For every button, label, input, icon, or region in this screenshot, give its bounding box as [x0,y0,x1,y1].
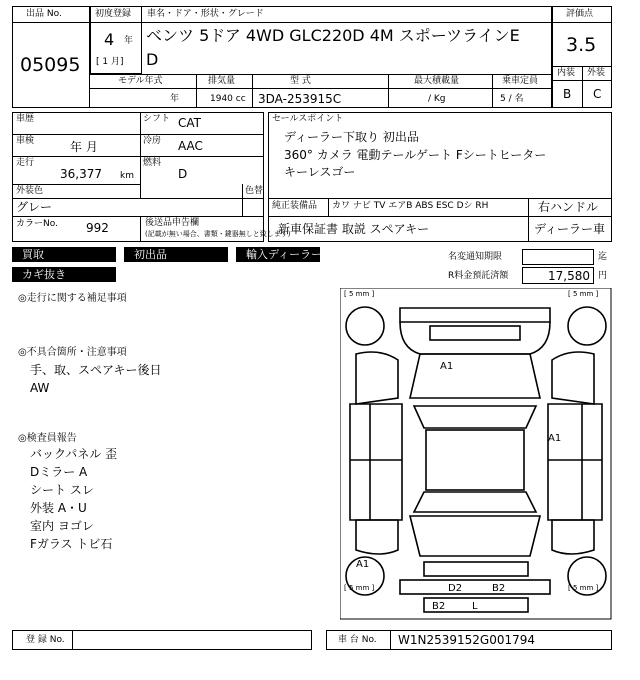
interior-grade: B [563,87,572,101]
capacity-label: 乗車定員 [502,76,539,86]
post-items-note: (記載が無い場合、書類・鍵器無しと致します) [145,230,291,238]
corner-br: [ 5 mm ] [568,584,599,592]
displacement-label: 排気量 [208,76,236,86]
ext-color-value: グレー [16,200,53,214]
tire-front-right-icon [568,307,606,345]
sales-point-label: セールスポイント [272,114,344,124]
exterior-label: 外装 [587,68,606,78]
front-bumper-icon [400,308,550,322]
dealer-value: ディーラー車 [534,222,606,236]
mileage-value: 36,377 [60,167,102,181]
ac-value: AAC [178,139,203,153]
mark-right-side: A1 [548,433,562,444]
sales-line-1: ディーラー下取り 初出品 [284,130,419,144]
hood-icon [410,354,540,398]
sales-line-3: キーレスゴー [284,165,356,179]
defect-notes-title: ◎不具合箇所・注意事項 [18,347,127,358]
interior-label: 内装 [557,68,576,78]
ac-label: 冷房 [143,136,162,146]
warranty-value: 新車保証書 取説 スペアキー [278,222,430,236]
rear-window-icon [414,492,536,512]
mark-rear-panel-b2: B2 [432,601,446,612]
mileage-unit: km [120,171,134,181]
tire-front-left-icon [346,307,384,345]
rear-garnish-icon [424,562,528,576]
car-name-label: 車名・ドア・形状・グレード [147,9,264,19]
mark-rear-bumper-b2: B2 [492,583,506,594]
post-items-label: 後送品申告欄 [145,218,200,228]
defect-line-2: AW [30,381,50,395]
corner-bl: [ 5 mm ] [344,584,375,592]
tag-key-removed: カギ抜き [12,267,116,282]
recycle-value: 17,580 [548,269,590,283]
left-doors-icon [350,404,402,520]
history-label: 車歴 [16,114,35,124]
corner-tr: [ 5 mm ] [568,290,599,298]
first-reg-month: [ 1 月] [96,57,124,67]
sales-line-2: 360° カメラ 電動テールゲート Fシートヒーター [284,148,547,162]
inspector-title: ◎検査員報告 [18,433,77,444]
exterior-grade: C [593,87,602,101]
car-diagram [340,288,612,624]
tag-first-listing: 初出品 [124,247,228,262]
inspector-line-4: 外装 A・U [30,501,87,515]
drive-notes-title: ◎走行に関する補足事項 [18,293,127,304]
car-name: ベンツ 5ドア 4WD GLC220D 4M スポーツラインE [146,26,520,45]
name-change-unit: 迄 [598,252,608,262]
mileage-label: 走行 [16,158,35,168]
tag-import-dealer: 輸入ディーラー [236,247,320,262]
shift-value: CAT [178,116,201,130]
score-value: 3.5 [566,34,597,56]
shift-label: シフト [143,114,171,124]
front-left-fender-icon [356,352,398,404]
score-label: 評価点 [566,9,594,19]
name-change-box [522,249,594,265]
ext-color-label: 外装色 [16,186,44,196]
inspector-line-6: Fガラス トビ石 [30,537,113,551]
equipment-label: 純正装備品 [272,201,318,211]
inspector-line-5: 室内 ヨゴレ [30,519,94,533]
chassis-label: 車 台 No. [338,635,377,645]
max-load-label: 最大積載量 [414,76,460,86]
name-change-label: 名変通知期限 [448,252,503,262]
rear-right-fender-icon [552,520,594,554]
lot-number: 05095 [20,54,81,76]
max-load-value: / Kg [428,94,446,104]
defect-line-1: 手、取、スペアキー後日 [30,363,162,377]
fuel-label: 燃料 [143,158,162,168]
first-reg-year: 4 [104,30,115,49]
displacement-value: 1940 cc [210,94,246,104]
recycle-label: R料金預託済額 [448,271,509,281]
inspector-line-2: Dミラー A [30,465,88,479]
capacity-value: 5 / 名 [500,94,524,104]
rear-bumper-icon [400,580,550,594]
color-no-label: カラーNo. [16,219,58,229]
model-code-label: 型 式 [290,76,311,86]
mark-hood: A1 [440,361,454,372]
tag-buy: 買取 [12,247,116,262]
inspector-line-1: バックパネル 歪 [30,447,118,461]
fuel-value: D [178,167,188,181]
model-year-unit: 年 [170,94,180,104]
year-unit: 年 [124,36,134,46]
mark-rear-bumper-d2: D2 [448,583,463,594]
car-name-continued: D [146,50,159,69]
inspection-value: 年 月 [70,140,98,154]
right-doors-icon [548,404,602,520]
first-reg-label: 初度登録 [95,9,132,19]
mark-rear-panel-l: L [472,601,478,612]
mark-rear-left-wheel: A1 [356,559,370,570]
inspector-line-3: シート スレ [30,483,94,497]
lot-label: 出品 No. [26,9,62,19]
registration-label: 登 録 No. [26,635,65,645]
trunk-icon [410,516,540,556]
inspection-label: 車検 [16,136,35,146]
model-code: 3DA-253915C [258,92,342,106]
roof-icon [426,430,524,490]
color-change-label: 色替 [245,186,264,196]
front-right-fender-icon [552,352,594,404]
corner-tl: [ 5 mm ] [344,290,375,298]
chassis-number: W1N2539152G001794 [398,633,536,647]
equipment-value: カワ ナビ TV エアB ABS ESC Dシ RH [332,201,489,211]
color-no-value: 992 [86,221,109,235]
windshield-icon [414,406,536,428]
rear-left-fender-icon [356,520,398,554]
recycle-unit: 円 [598,271,608,281]
grille-icon [430,326,520,340]
handle-value: 右ハンドル [538,200,599,214]
model-year-label: モデル年式 [118,76,163,86]
